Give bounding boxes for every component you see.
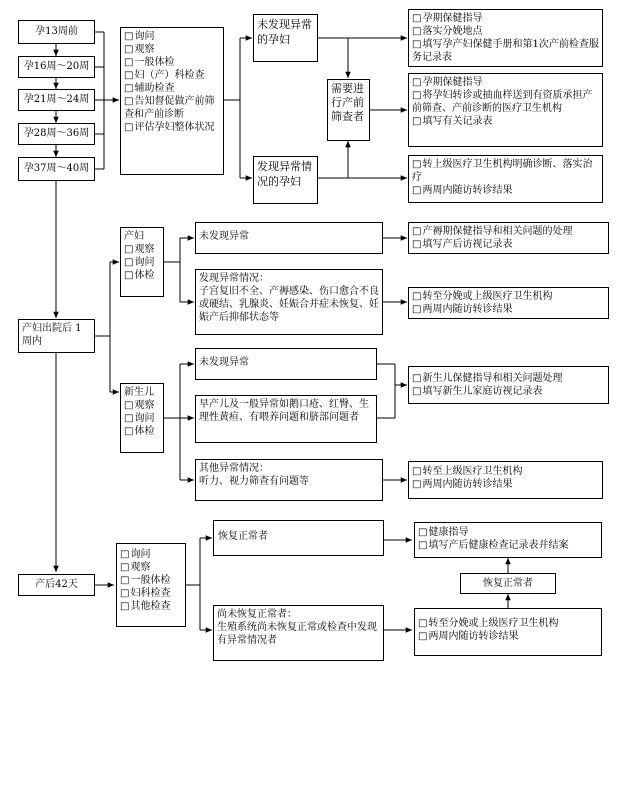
mother-title: 产妇 xyxy=(124,231,144,242)
check-item: □ 妇科检查 xyxy=(120,587,182,600)
outcome-item: □ 健康指导 xyxy=(418,526,598,539)
box-label: 早产儿及一般异常如鹅口疮、红臀、生理性黄疸、有喂养问题和脐部问题者 xyxy=(199,399,369,423)
newborn-no-abnormal-box xyxy=(195,348,377,380)
check-item: □ 一般体检 xyxy=(120,574,182,587)
check-item: □ 辅助检查 xyxy=(124,82,220,95)
stage-label: 孕21周～24周 xyxy=(23,94,90,105)
newborn-checks-box xyxy=(120,383,164,453)
check-item: □ 观察 xyxy=(124,43,220,56)
outcome-abnormal-box xyxy=(408,155,603,203)
check-item: □ 询问 xyxy=(124,412,160,425)
prenatal-checks-box xyxy=(120,27,224,175)
outcome-item: □ 孕期保健指导 xyxy=(412,12,599,25)
day42-checks-box xyxy=(116,543,186,627)
mother-outcome-abnormal-box xyxy=(408,287,609,319)
postpartum-visit-box xyxy=(18,319,95,353)
outcome-item: □ 两周内随访转诊结果 xyxy=(418,630,598,643)
box-label: 尚未恢复正常者： xyxy=(217,609,297,620)
newborn-outcome-other-box xyxy=(408,461,603,499)
box-label: 产妇出院后 1周内 xyxy=(22,323,82,347)
check-item: □ 告知督促做产前筛查和产前诊断 xyxy=(124,95,220,121)
outcome-item: □ 两周内随访转诊结果 xyxy=(412,303,605,316)
stage-box-5 xyxy=(18,157,95,181)
mother-abnormal-box xyxy=(195,269,383,335)
outcome-item: □ 落实分娩地点 xyxy=(412,25,599,38)
outcome-item: □ 转至上级医疗卫生机构 xyxy=(412,465,599,478)
outcome-normal-box xyxy=(408,9,603,67)
not-recovered-box xyxy=(213,605,384,661)
abnormal-pregnant-box xyxy=(253,156,318,204)
recovered-box xyxy=(213,520,384,556)
check-item: □ 观察 xyxy=(124,399,160,412)
outcome-item: □ 填写新生儿家庭访视记录表 xyxy=(412,385,605,398)
outcome-item: □ 两周内随访转诊结果 xyxy=(412,184,599,197)
newborn-common-issues-box xyxy=(195,395,377,443)
box-label: 其他异常情况： xyxy=(199,463,269,474)
box-label: 需要进行产前筛查者 xyxy=(331,82,364,123)
need-screening-box xyxy=(327,79,370,141)
check-item: □ 观察 xyxy=(124,243,160,256)
check-item: □ 询问 xyxy=(124,256,160,269)
box-label: 发现异常情况的孕妇 xyxy=(257,160,312,188)
outcome-item: □ 填写产后访视记录表 xyxy=(412,238,605,251)
stage-box-3 xyxy=(18,89,95,111)
check-item: □ 妇（产）科检查 xyxy=(124,69,220,82)
outcome-item: □ 转至分娩或上级医疗卫生机构 xyxy=(418,617,598,630)
check-item: □ 观察 xyxy=(120,561,182,574)
stage-label: 孕13周前 xyxy=(35,26,78,37)
box-label: 恢复正常者 xyxy=(483,578,533,589)
check-item: □ 评估孕妇整体状况 xyxy=(124,121,220,134)
mother-no-abnormal-box xyxy=(195,222,383,254)
stage-box-4 xyxy=(18,123,95,145)
box-label: 产后42天 xyxy=(35,579,78,590)
outcome-item: □ 填写产后健康检查记录表并结案 xyxy=(418,539,598,552)
box-label: 未发现异常的孕妇 xyxy=(257,18,312,46)
newborn-title: 新生儿 xyxy=(124,387,154,398)
outcome-item: □ 产褥期保健指导和相关问题的处理 xyxy=(412,225,605,238)
outcome-item: □ 孕期保健指导 xyxy=(412,76,599,89)
box-label: 恢复正常者 xyxy=(218,531,268,542)
outcome-item: □ 转上级医疗卫生机构明确诊断、落实治疗 xyxy=(412,158,599,184)
outcome-item: □ 新生儿保健指导和相关问题处理 xyxy=(412,372,605,385)
stage-box-2 xyxy=(18,56,95,78)
recovered-outcome-box xyxy=(414,522,602,558)
check-item: □ 一般体检 xyxy=(124,56,220,69)
stage-box-1 xyxy=(18,20,95,44)
stage-label: 孕28周～36周 xyxy=(23,128,90,139)
check-item: □ 询问 xyxy=(124,30,220,43)
outcome-item: □ 两周内随访转诊结果 xyxy=(412,478,599,491)
stage-label: 孕37周～40周 xyxy=(23,163,90,174)
day42-box xyxy=(18,574,95,596)
box-detail: 子宫复旧不全、产褥感染、伤口愈合不良或硬结、乳腺炎、妊娠合并症未恢复、妊娠产后抑郁状态等 xyxy=(199,286,379,323)
check-item: □ 体检 xyxy=(124,425,160,438)
box-label: 发现异常情况： xyxy=(199,273,269,284)
stage-label: 孕16周～20周 xyxy=(23,61,90,72)
check-item: □ 体检 xyxy=(124,269,160,282)
check-item: □ 其他检查 xyxy=(120,600,182,613)
outcome-item: □ 将孕妇转诊或抽血样送到有资质承担产前筛查、产前诊断的医疗卫生机构 xyxy=(412,89,599,115)
outcome-item: □ 填写有关记录表 xyxy=(412,115,599,128)
outcome-item: □ 转至分娩或上级医疗卫生机构 xyxy=(412,290,605,303)
newborn-outcome-normal-box xyxy=(408,366,609,404)
no-abnormal-pregnant-box xyxy=(253,14,318,62)
mother-checks-box xyxy=(120,227,164,297)
box-label: 未发现异常 xyxy=(199,357,249,368)
box-label: 未发现异常 xyxy=(199,231,249,242)
recovered-again-box xyxy=(460,573,556,594)
outcome-item: □ 填写孕产妇保健手册和第1次产前检查服务记录表 xyxy=(412,38,599,64)
check-item: □ 询问 xyxy=(120,548,182,561)
outcome-screening-box xyxy=(408,73,603,147)
newborn-other-abnormal-box xyxy=(195,459,383,501)
box-detail: 生殖系统尚未恢复正常或检查中发现有异常情况者 xyxy=(217,622,377,646)
mother-outcome-normal-box xyxy=(408,222,609,254)
not-recovered-outcome-box xyxy=(414,608,602,656)
box-detail: 听力、视力筛查有问题等 xyxy=(199,476,309,487)
